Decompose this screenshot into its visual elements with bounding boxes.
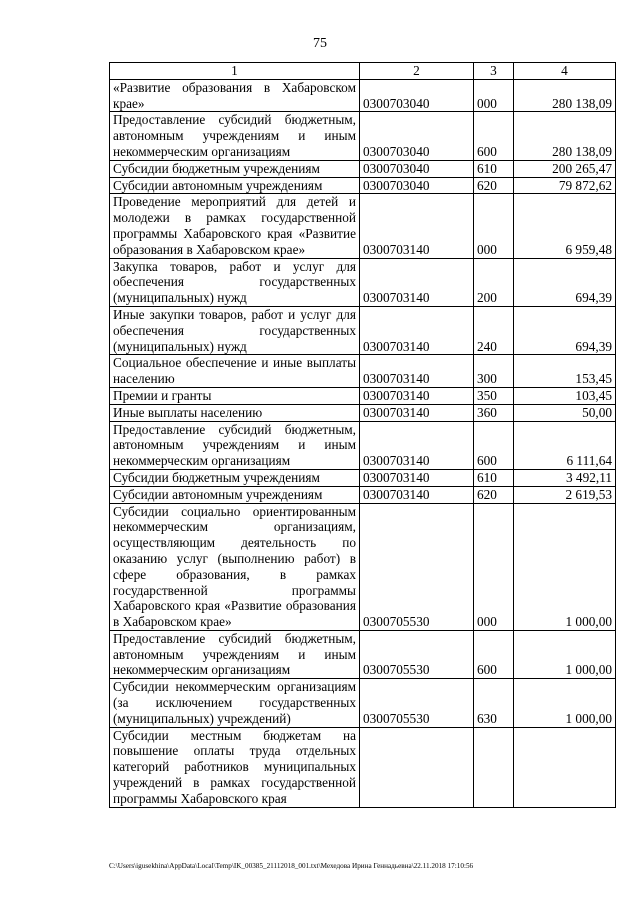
row-name-cell: Субсидии социально ориентированным некоммерческим организациям, осуществляющим деятельность по оказанию услуг (выполнению работ) в сфере образования, в рамках государственной программы Хабаровского края «Развитие образования в Хабаровском крае» — [110, 503, 360, 630]
table-row — [110, 355, 616, 388]
row-amount-cell: 1 000,00 — [514, 630, 616, 678]
row-amount-cell: 200 265,47 — [514, 160, 616, 177]
row-amount-cell: 3 492,11 — [514, 469, 616, 486]
row-amount-cell: 280 138,09 — [514, 79, 616, 112]
file-path-footer: C:\Users\igusekhina\AppData\Local\Temp\IK_00385_21112018_001.txt\Мехедова Ирина Геннадьевна\22.11.2018 17:10:56 — [109, 862, 474, 870]
column-header-type: 3 — [474, 63, 514, 80]
row-name-cell: Иные выплаты населению — [110, 404, 360, 421]
row-type-cell: 600 — [474, 112, 514, 160]
table-row — [110, 306, 616, 354]
row-amount-cell: 103,45 — [514, 387, 616, 404]
row-name-cell: «Развитие образования в Хабаровском крае» — [110, 79, 360, 112]
row-type-cell: 610 — [474, 160, 514, 177]
row-type-cell: 000 — [474, 79, 514, 112]
row-amount-cell: 2 619,53 — [514, 486, 616, 503]
table-row — [110, 177, 616, 194]
row-type-cell: 240 — [474, 306, 514, 354]
column-header-amount: 4 — [514, 63, 616, 80]
row-code-cell: 0300703140 — [360, 469, 474, 486]
row-amount-cell: 694,39 — [514, 306, 616, 354]
row-code-cell: 0300703140 — [360, 194, 474, 258]
row-type-cell: 630 — [474, 679, 514, 727]
row-code-cell: 0300703140 — [360, 404, 474, 421]
row-name-cell: Проведение мероприятий для детей и молодежи в рамках государственной программы Хабаровского края «Развитие образования в Хабаровском крае» — [110, 194, 360, 258]
row-type-cell: 600 — [474, 630, 514, 678]
row-name-cell: Субсидии некоммерческим организациям (за исключением государственных (муниципальных) учреждений) — [110, 679, 360, 727]
row-code-cell: 0300703040 — [360, 160, 474, 177]
row-type-cell: 600 — [474, 421, 514, 469]
budget-table — [109, 62, 616, 808]
row-code-cell: 0300703040 — [360, 79, 474, 112]
row-name-cell: Предоставление субсидий бюджетным, автономным учреждениям и иным некоммерческим организациям — [110, 112, 360, 160]
table-row — [110, 503, 616, 630]
table-row — [110, 194, 616, 258]
row-code-cell: 0300703140 — [360, 421, 474, 469]
row-name-cell: Предоставление субсидий бюджетным, автономным учреждениям и иным некоммерческим организациям — [110, 421, 360, 469]
row-code-cell: 0300703040 — [360, 177, 474, 194]
row-name-cell: Субсидии бюджетным учреждениям — [110, 160, 360, 177]
row-name-cell: Предоставление субсидий бюджетным, автономным учреждениям и иным некоммерческим организациям — [110, 630, 360, 678]
row-amount-cell: 79 872,62 — [514, 177, 616, 194]
row-name-cell: Иные закупки товаров, работ и услуг для обеспечения государственных (муниципальных) нужд — [110, 306, 360, 354]
row-type-cell: 360 — [474, 404, 514, 421]
row-code-cell: 0300705530 — [360, 679, 474, 727]
row-name-cell: Субсидии местным бюджетам на повышение оплаты труда отдельных категорий работников муниципальных учреждений в рамках государственной программы Хабаровского края — [110, 727, 360, 807]
row-name-cell: Социальное обеспечение и иные выплаты населению — [110, 355, 360, 388]
row-code-cell: 0300703140 — [360, 258, 474, 306]
row-amount-cell: 50,00 — [514, 404, 616, 421]
table-row — [110, 160, 616, 177]
row-amount-cell: 280 138,09 — [514, 112, 616, 160]
row-type-cell: 350 — [474, 387, 514, 404]
column-header-name: 1 — [110, 63, 360, 80]
table-row — [110, 421, 616, 469]
row-amount-cell: 6 959,48 — [514, 194, 616, 258]
table-row — [110, 112, 616, 160]
table-row — [110, 79, 616, 112]
table-row — [110, 630, 616, 678]
row-type-cell: 610 — [474, 469, 514, 486]
row-code-cell: 0300703140 — [360, 387, 474, 404]
table-row — [110, 486, 616, 503]
row-type-cell: 000 — [474, 503, 514, 630]
row-amount-cell: 1 000,00 — [514, 503, 616, 630]
row-code-cell: 0300705530 — [360, 503, 474, 630]
row-type-cell: 620 — [474, 486, 514, 503]
table-row — [110, 727, 616, 807]
table-row — [110, 679, 616, 727]
row-type-cell: 000 — [474, 194, 514, 258]
table-row — [110, 469, 616, 486]
row-name-cell: Закупка товаров, работ и услуг для обеспечения государственных (муниципальных) нужд — [110, 258, 360, 306]
table-header-row — [110, 63, 616, 80]
table-row — [110, 258, 616, 306]
row-code-cell: 0300703140 — [360, 306, 474, 354]
column-header-code: 2 — [360, 63, 474, 80]
row-type-cell: 200 — [474, 258, 514, 306]
row-amount-cell — [514, 727, 616, 807]
row-code-cell: 0300703040 — [360, 112, 474, 160]
row-amount-cell: 153,45 — [514, 355, 616, 388]
table-row — [110, 404, 616, 421]
row-code-cell: 0300703140 — [360, 355, 474, 388]
row-type-cell — [474, 727, 514, 807]
row-amount-cell: 6 111,64 — [514, 421, 616, 469]
table-row — [110, 387, 616, 404]
page-number: 75 — [313, 36, 327, 51]
row-amount-cell: 1 000,00 — [514, 679, 616, 727]
row-code-cell — [360, 727, 474, 807]
row-code-cell: 0300703140 — [360, 486, 474, 503]
row-name-cell: Субсидии бюджетным учреждениям — [110, 469, 360, 486]
row-name-cell: Субсидии автономным учреждениям — [110, 486, 360, 503]
row-amount-cell: 694,39 — [514, 258, 616, 306]
row-type-cell: 620 — [474, 177, 514, 194]
row-type-cell: 300 — [474, 355, 514, 388]
row-code-cell: 0300705530 — [360, 630, 474, 678]
row-name-cell: Премии и гранты — [110, 387, 360, 404]
row-name-cell: Субсидии автономным учреждениям — [110, 177, 360, 194]
